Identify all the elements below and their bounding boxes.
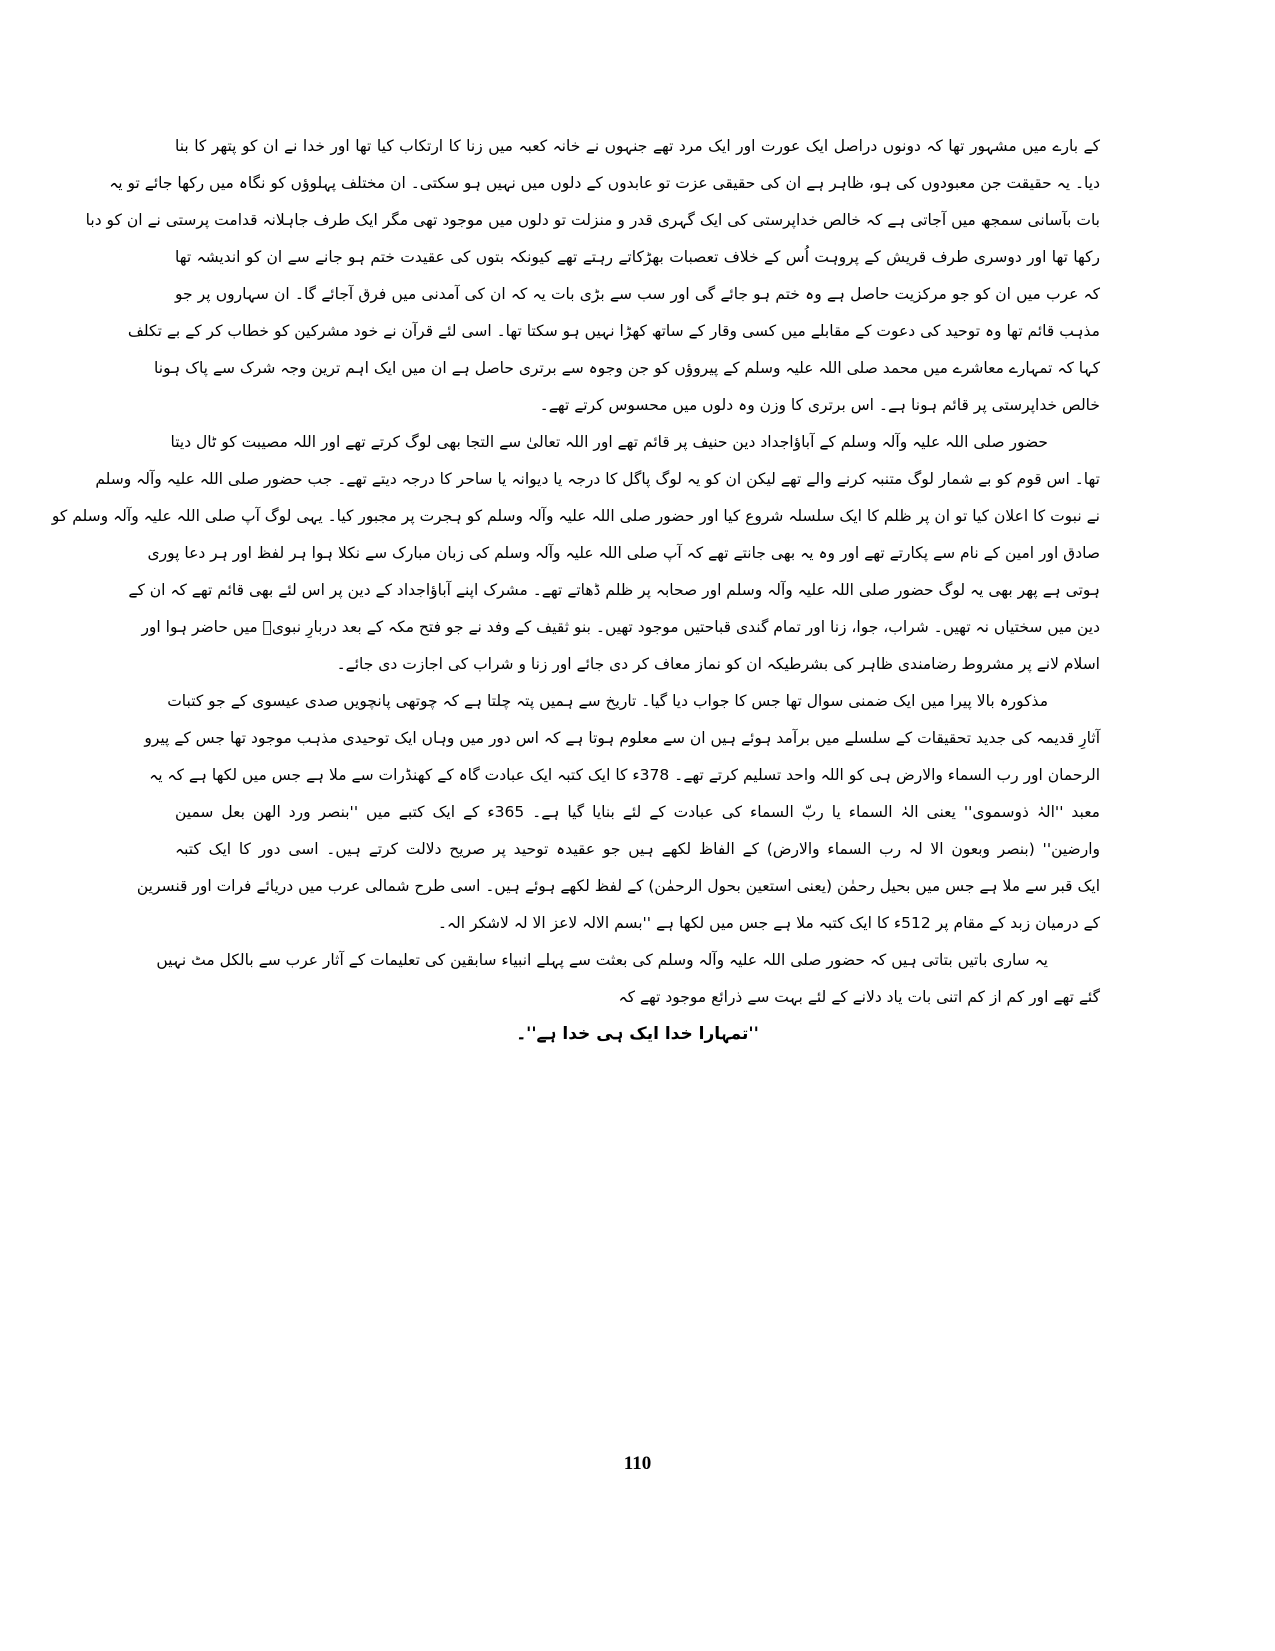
text-line: وارضین'' (بنصر وبعون الا لہ رب السماء والارض) کے الفاظ لکھے ہیں جو عقیدہ توحید پر صریح دلالت کرتے ہیں۔ اسی دور کا ایک کتبہ <box>175 840 1100 858</box>
text-line: تھا۔ اس قوم کو بے شمار لوگ متنبہ کرنے والے تھے لیکن ان کو یہ لوگ پاگل کا درجہ یا دیوانہ یا ساحر کا درجہ دیتے تھے۔ جب حضور صلی اللہ علیہ وآلہ وسلم <box>95 470 1100 488</box>
text-line: معبد ''الہٰ ذوسموی'' یعنی الہٰ السماء یا ربّ السماء کی عبادت کے لئے بنایا گیا ہے۔ 365ء کے ایک کتبے میں ''بنصر ورد الھن بعل سمین <box>175 803 1100 821</box>
text-line: ہوتی ہے پھر بھی یہ لوگ حضور صلی اللہ علیہ وآلہ وسلم اور صحابہ پر ظلم ڈھاتے تھے۔ مشرک اپنے آباؤاجداد کے دین پر اس لئے بھی قائم تھے کہ ان کے <box>128 581 1100 599</box>
text-line: مذہب قائم تھا وہ توحید کی دعوت کے مقابلے میں کسی وقار کے ساتھ کھڑا نہیں ہو سکتا تھا۔ اسی لئے قرآن نے خود مشرکین کو خطاب کر کے بے تکلف <box>127 322 1100 340</box>
quoted-verse: ''تمہارا خدا ایک ہی خدا ہے''۔ <box>516 1024 759 1044</box>
text-line: کہ عرب میں ان کو جو مرکزیت حاصل ہے وہ ختم ہو جائے گی اور سب سے بڑی بات یہ کہ ان کی آمدنی میں فرق آجائے گا۔ ان سہاروں پر جو <box>175 285 1100 303</box>
body-text <box>51 128 1100 1053</box>
text-line: کے بارے میں مشہور تھا کہ دونوں دراصل ایک عورت اور ایک مرد تھے جنہوں نے خانہ کعبہ میں زنا کا ارتکاب کیا تھا اور خدا نے ان کو پتھر کا بنا <box>175 137 1100 155</box>
text-line: نے نبوت کا اعلان کیا تو ان پر ظلم کا ایک سلسلہ شروع کیا اور حضور صلی اللہ علیہ وآلہ وسلم کو ہجرت پر مجبور کیا۔ یہی لوگ آپ صلی اللہ علیہ وآلہ وسلم کو <box>51 507 1100 525</box>
text-line: رکھا تھا اور دوسری طرف قریش کے پروہت اُس کے خلاف تعصبات بھڑکاتے رہتے تھے کیونکہ بتوں کی عقیدت ختم ہو جانے سے ان کو اندیشہ تھا <box>175 248 1100 266</box>
text-line: صادق اور امین کے نام سے پکارتے تھے اور وہ یہ بھی جانتے تھے کہ آپ صلی اللہ علیہ وآلہ وسلم کی زبان مبارک سے نکلا ہوا ہر لفظ اور ہر دعا پوری <box>147 544 1100 562</box>
text-line: کے درمیان زبد کے مقام پر 512ء کا ایک کتبہ ملا ہے جس میں لکھا ہے ''بسم الالہ لاعز الا لہ لاشکر الہ۔ <box>437 914 1100 932</box>
text-line: خالص خداپرستی پر قائم ہونا ہے۔ اس برتری کا وزن وہ دلوں میں محسوس کرتے تھے۔ <box>539 396 1100 414</box>
text-line: دین میں سختیاں نہ تھیں۔ شراب، جوا، زنا اور تمام گندی قباحتیں موجود تھیں۔ بنو ثقیف کے وفد نے جو فتح مکہ کے بعد دربارِ نبویؐ میں حاضر ہوا اور <box>141 618 1100 636</box>
text-line: یہ ساری باتیں بتاتی ہیں کہ حضور صلی اللہ علیہ وآلہ وسلم کی بعثت سے پہلے انبیاء سابقین کی تعلیمات کے آثار عرب سے بالکل مٹ نہیں <box>156 951 1048 969</box>
text-line: آثارِ قدیمہ کی جدید تحقیقات کے سلسلے میں برآمد ہوئے ہیں ان سے معلوم ہوتا ہے کہ اس دور میں وہاں ایک توحیدی مذہب موجود تھا جس کے پیرو <box>144 729 1100 747</box>
page-number: 110 <box>623 1453 652 1474</box>
text-line: کہا کہ تمہارے معاشرے میں محمد صلی اللہ علیہ وسلم کے پیروؤں کو جن وجوہ سے برتری حاصل ہے ان میں ایک اہم ترین وجہ شرک سے پاک ہونا <box>154 359 1100 377</box>
text-line: اسلام لانے پر مشروط رضامندی ظاہر کی بشرطیکہ ان کو نماز معاف کر دی جائے اور زنا و شراب کی اجازت دی جائے۔ <box>336 655 1100 673</box>
text-line: بات بآسانی سمجھ میں آجاتی ہے کہ خالص خداپرستی کی ایک گہری قدر و منزلت تو دلوں میں موجود تھی مگر ایک طرف جاہلانہ قدامت پرستی نے ان کو دبا <box>85 211 1100 229</box>
text-line: گئے تھے اور کم از کم اتنی بات یاد دلانے کے لئے بہت سے ذرائع موجود تھے کہ <box>618 988 1100 1006</box>
text-line: حضور صلی اللہ علیہ وآلہ وسلم کے آباؤاجداد دین حنیف پر قائم تھے اور اللہ تعالیٰ سے التجا بھی لوگ کرتے تھے اور اللہ مصیبت کو ٹال دیتا <box>170 433 1048 451</box>
text-line: دیا۔ یہ حقیقت جن معبودوں کی ہو، ظاہر ہے ان کی حقیقی عزت تو عابدوں کے دلوں میں نہیں ہو سکتی۔ ان مختلف پہلوؤں کو نگاہ میں رکھا جائے تو یہ <box>109 174 1100 192</box>
text-line: مذکورہ بالا پیرا میں ایک ضمنی سوال تھا جس کا جواب دیا گیا۔ تاریخ سے ہمیں پتہ چلتا ہے کہ چوتھی پانچویں صدی عیسوی کے جو کتبات <box>167 692 1048 710</box>
text-line: ایک قبر سے ملا ہے جس میں بحیل رحمٰن (یعنی استعین بحول الرحمٰن) کے لفظ لکھے ہوئے ہیں۔ اسی طرح شمالی عرب میں دریائے فرات اور قنسرین <box>136 877 1100 895</box>
text-line: الرحمان اور رب السماء والارض ہی کو اللہ واحد تسلیم کرتے تھے۔ 378ء کا ایک کتبہ ایک عبادت گاہ کے کھنڈرات سے ملا ہے جس میں لکھا ہے کہ یہ <box>149 766 1100 784</box>
